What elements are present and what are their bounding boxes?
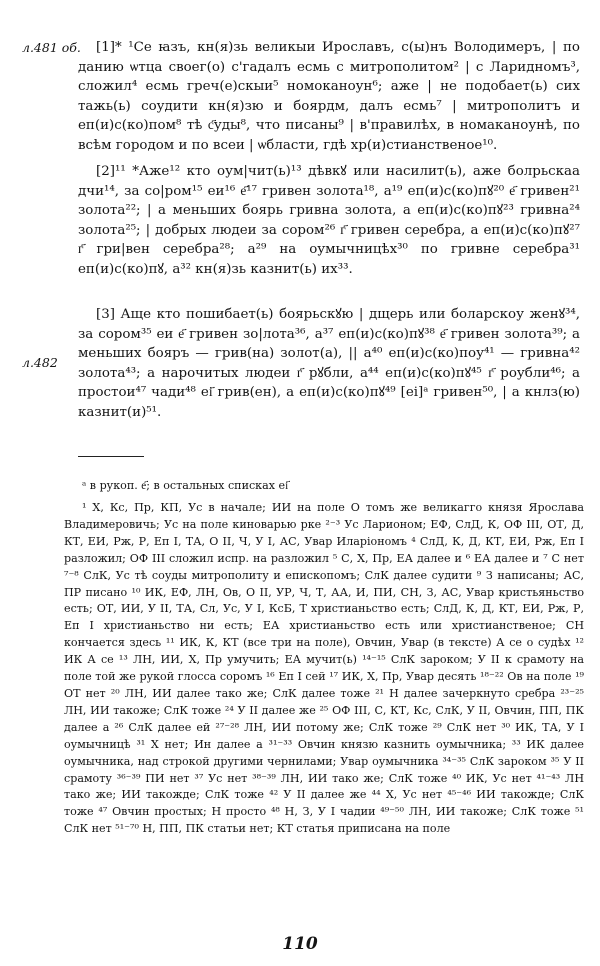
main-text-block [78, 162, 580, 279]
article-paragraph-3: [3] Аще кто пошибает(ь) боярьскꙋю | дщерь или боларскоу женꙋ³⁴, за сором³⁵ еи е҃ гривен зо|лота³⁶, а³⁷ еп(и)с(ко)пꙋ³⁸ е҃ гривен золота³⁹; а меньших бояръ — грив(на) золот(а), || а⁴⁰ еп(и)с(ко)поу⁴¹ — гривна⁴² золота⁴³; а нарочитых людеи г҃ рꙋбли, а⁴⁴ еп(и)с(ко)пꙋ⁴⁵ г҃ роубли⁴⁶; а простои⁴⁷ чади⁴⁸ еі҃ грив(ен), а еп(и)с(ко)пꙋ⁴⁹ [еі]ᵃ гривен⁵⁰, | а кнлз(ю) казнит(и)⁵¹. [78, 307, 580, 420]
main-text-block [78, 38, 580, 155]
footnote-apparatus: ¹ Х, Кс, Пр, КП, Ус в начале; ИИ на поле О томъ же великагго князя Ярослава Владимеровичь; Ус на поле киноварью рке ²⁻³ Ус Ларионом; ЕФ, СлД, К, ОФ III, ОТ, Д, КТ, ЕИ, Рж, Р, Еп I, ТА, О II, Ч, У I, АС, Увар Иларіономъ ⁴ СлД, К, Д, КТ, ЕИ, Рж, Еп I разложил; ОФ III сложил испр. на разложил ⁵ С, Х, Пр, ЕА далее и ⁶ ЕА далее и ⁷ С нет ⁷⁻⁸ СлК, Ус тѣ соуды митрополиту и епископомъ; СлК далее судити ⁹ З написаны; АС, ПР писано ¹⁰ ИК, ЕФ, ЛН, Ов, О II, УР, Ч, Т, АА, И, ПИ, СН, З, АС, Увар кристьяньство есть; ОТ, ИИ, У II, ТА, Сл, Ус, У I, КсБ, Т христианьство есть; СлД, К, Д, КТ, ЕИ, Рж, Р, Еп I христианьство ни есть; ЕА христианьство есть или христианственое; СН кончается здесь ¹¹ ИК, К, КТ (все три на поле), Овчин, Увар (в тексте) А се о судѣх ¹² ИК А се ¹³ ЛН, ИИ, Х, Пр умучить; ЕА мучит(ь) ¹⁴⁻¹⁵ СлК зароком; У II к срамоту на поле той же рукой глосса соромъ ¹⁶ Еп I сей ¹⁷ ИК, Х, Пр, Увар десять ¹⁸⁻²² Ов на поле ¹⁹ ОТ нет ²⁰ ЛН, ИИ далее тако же; СлК далее тоже ²¹ Н далее зачеркнуто сребра ²³⁻²⁵ ЛН, ИИ такоже; СлК тоже ²⁴ У II далее же ²⁵ ОФ III, С, КТ, Кс, СлК, У II, Овчин, ПП, ПК далее а ²⁶ СлК далее ей ²⁷⁻²⁸ ЛН, ИИ потому же; СлК тоже ²⁹ СлК нет ³⁰ ИК, ТА, У I оумычницѣ ³¹ Х нет; Ин далее а ³¹⁻³³ Овчин князю казнить оумычника; ³³ ИК далее оумычника, над строкой другими чернилами; Увар оумычника ³⁴⁻³⁵ СлК зароком ³⁵ У II срамоту ³⁶⁻³⁹ ПИ нет ³⁷ Ус нет ³⁸⁻³⁹ ЛН, ИИ тако же; СлК тоже ⁴⁰ ИК, Ус нет ⁴¹⁻⁴³ ЛН тако же; ИИ такожде; СлК тоже ⁴² У II далее же ⁴⁴ Х, Ус нет ⁴⁵⁻⁴⁶ ИИ такожде; СлК тоже ⁴⁷ Овчин простых; Н просто ⁴⁸ Н, З, У I чадии ⁴⁹⁻⁵⁰ ЛН, ИИ такоже; СлК тоже ⁵¹ СлК нет ⁵¹⁻⁷⁰ Н, ПП, ПК статьи нет; КТ статья приписана на поле [64, 501, 584, 836]
article-paragraph-1: [1]* ¹Се ꙗзъ, кн(я)зь великыи Ирославъ, с(ы)нъ Володимеръ, | по данию ѡтца своег(о) с'гадалъ есмь с митрополитом² | с Ларидномъ³, сложил⁴ есмь греч(е)скыи⁵ номоканоун⁶; аже | не подобает(ь) сих тажь(ь) соудити кн(я)зю и боярдм, далъ есмь⁷ | митрополитъ и еп(и)с(ко)пом⁸ тѣ с҃уды⁸, что писаны⁹ | в'правилѣх, в номаканоунѣ, по всѣм городом и по всеи | ѡбласти, гдѣ хр(и)стианственое¹⁰. [78, 40, 580, 153]
footnote-divider [78, 456, 144, 457]
folio-margin-note: л.481 об. [22, 40, 81, 55]
page-number: 110 [282, 934, 318, 954]
footnotes-block [64, 500, 584, 838]
folio-margin-note: л.482 [22, 355, 58, 370]
article-paragraph-2: [2]¹¹ *Аже¹² кто оум|чит(ь)¹³ дѣвкꙋ или насилит(ь), аже болрьскаа дчи¹⁴, за со|ром¹⁵ еи¹⁶ е҃¹⁷ гривен золота¹⁸, а¹⁹ еп(и)с(ко)пꙋ²⁰ е҃ гривен²¹ золота²²; | а меньших боярь гривна золота, а еп(и)с(ко)пꙋ²³ гривна²⁴ золота²⁵; | добрых людеи за сором²⁶ г҃ гривен серебра, а еп(и)с(ко)пꙋ²⁷ г҃ гри|вен серебра²⁸; а²⁹ на оумычницѣх³⁰ по гривне серебра³¹ еп(и)с(ко)пꙋ, а³² кн(я)зь казнит(ь) их³³. [78, 164, 580, 277]
main-text-block [78, 305, 580, 422]
footnote-letter-a: ᵃ в рукоп. е҃; в остальных списках еі҃ [82, 479, 289, 492]
footnotes-block [64, 478, 584, 495]
